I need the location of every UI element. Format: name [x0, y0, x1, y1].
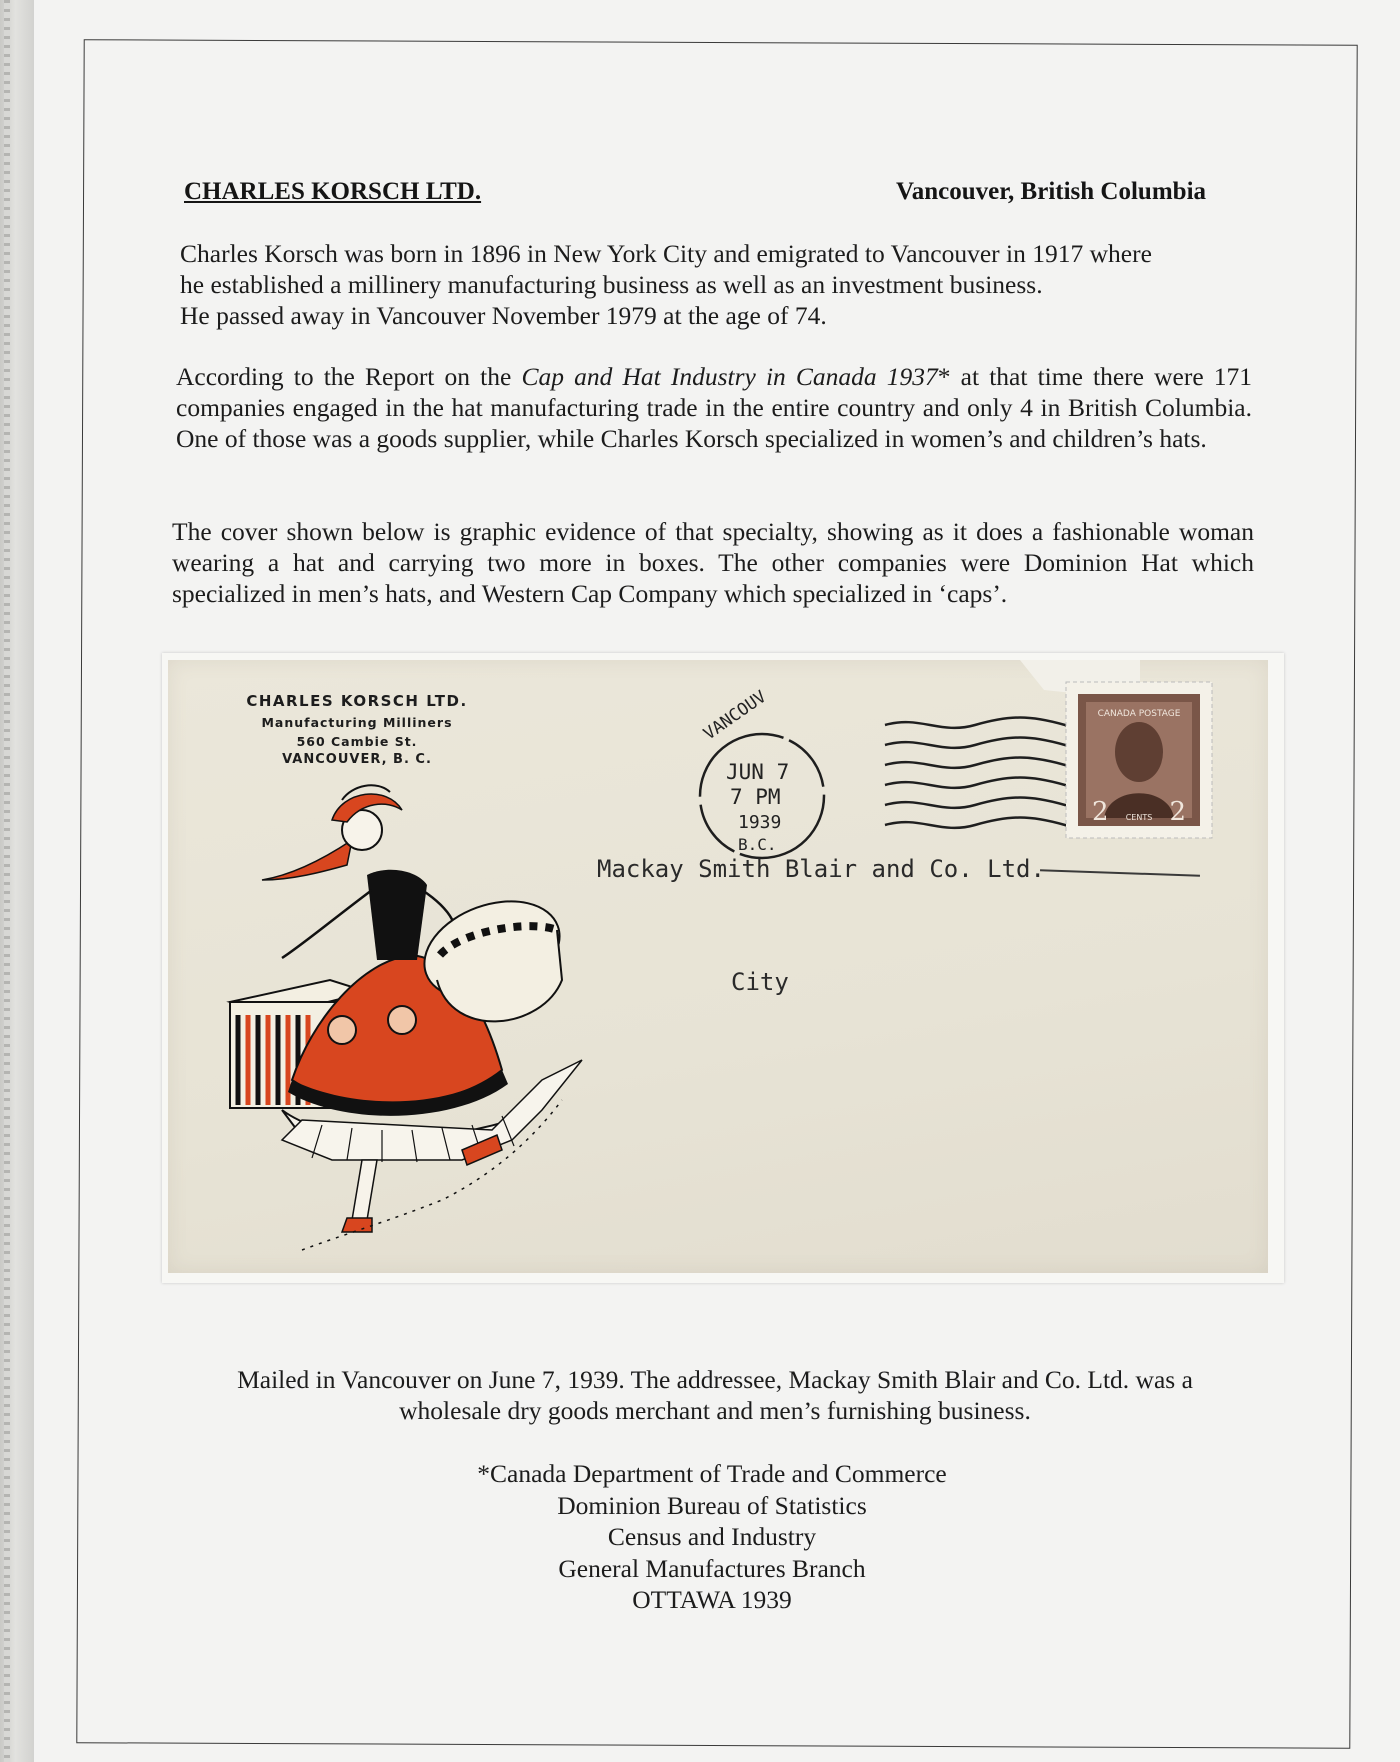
album-sleeve-edge	[0, 0, 34, 1762]
woman-with-hatboxes-illustration	[212, 780, 632, 1260]
reference-line: Census and Industry	[607, 1522, 817, 1551]
stamp-value-text: CENTS	[1125, 813, 1153, 822]
biography-line: Charles Korsch was born in 1896 in New York City and emigrated to Vancouver in 1917 where	[180, 239, 1152, 268]
return-address-name: CHARLES KORSCH LTD.	[246, 692, 468, 710]
cover-description-paragraph: The cover shown below is graphic evidence of that specialty, showing as it does a fashionable woman wearing a hat and carrying two more in boxes. The other companies were Dominion Hat which specialized in men’s hats, and Western Cap Company which specialized in ‘caps’.	[172, 517, 1254, 608]
page-title: CHARLES KORSCH LTD.	[184, 178, 482, 205]
reference-line: Dominion Bureau of Statistics	[557, 1490, 867, 1520]
return-address-line: Manufacturing Milliners	[261, 715, 453, 730]
reference-line: OTTAWA 1939	[632, 1585, 792, 1614]
postage-stamp	[1064, 680, 1214, 840]
stamp-denomination: 2	[1092, 797, 1109, 827]
biography-paragraph	[180, 238, 1260, 331]
reference-line: *Canada Department of Trade and Commerce	[477, 1459, 947, 1488]
postmark-time: 7 PM	[730, 785, 781, 809]
caption-line: Mailed in Vancouver on June 7, 1939. The addressee, Mackay Smith Blair and Co. Ltd. was a	[237, 1365, 1193, 1394]
return-address-line: VANCOUVER, B. C.	[282, 752, 432, 767]
postmark-city: VANCOUV	[700, 686, 771, 745]
postmark-year: 1939	[738, 812, 782, 833]
caption-line: wholesale dry goods merchant and men’s furnishing business.	[399, 1396, 1031, 1425]
stamp-country-text: CANADA POSTAGE	[1097, 709, 1181, 719]
destination-city: City	[731, 968, 789, 996]
report-title: Cap and Hat Industry in Canada 1937	[521, 362, 938, 391]
postmark-date: JUN 7	[726, 760, 790, 784]
industry-text-start: According to the Report on the	[176, 362, 522, 391]
biography-line: he established a millinery manufacturing business as well as an investment business.	[180, 270, 1043, 299]
biography-line: He passed away in Vancouver November 1979 at the age of 74.	[180, 301, 827, 330]
cover-caption	[170, 1364, 1260, 1426]
reference-footnote	[380, 1458, 1044, 1616]
return-address-line: 560 Cambie St.	[296, 734, 418, 749]
reference-line: General Manufactures Branch	[558, 1553, 866, 1583]
location-heading: Vancouver, British Columbia	[896, 178, 1207, 205]
industry-text-end: * at that time there were 171 companies engaged in the hat manufacturing trade in the entire country and only 4 in British Columbia. One of those was a goods supplier, while Charles Korsch specialized in women’s and children’s hats.	[176, 362, 1253, 453]
stamp-denomination-right: 2	[1169, 797, 1186, 827]
industry-paragraph	[176, 361, 1252, 454]
addressee-line: Mackay Smith Blair and Co. Ltd.	[597, 855, 1045, 883]
postmark-province: B.C.	[738, 835, 777, 854]
